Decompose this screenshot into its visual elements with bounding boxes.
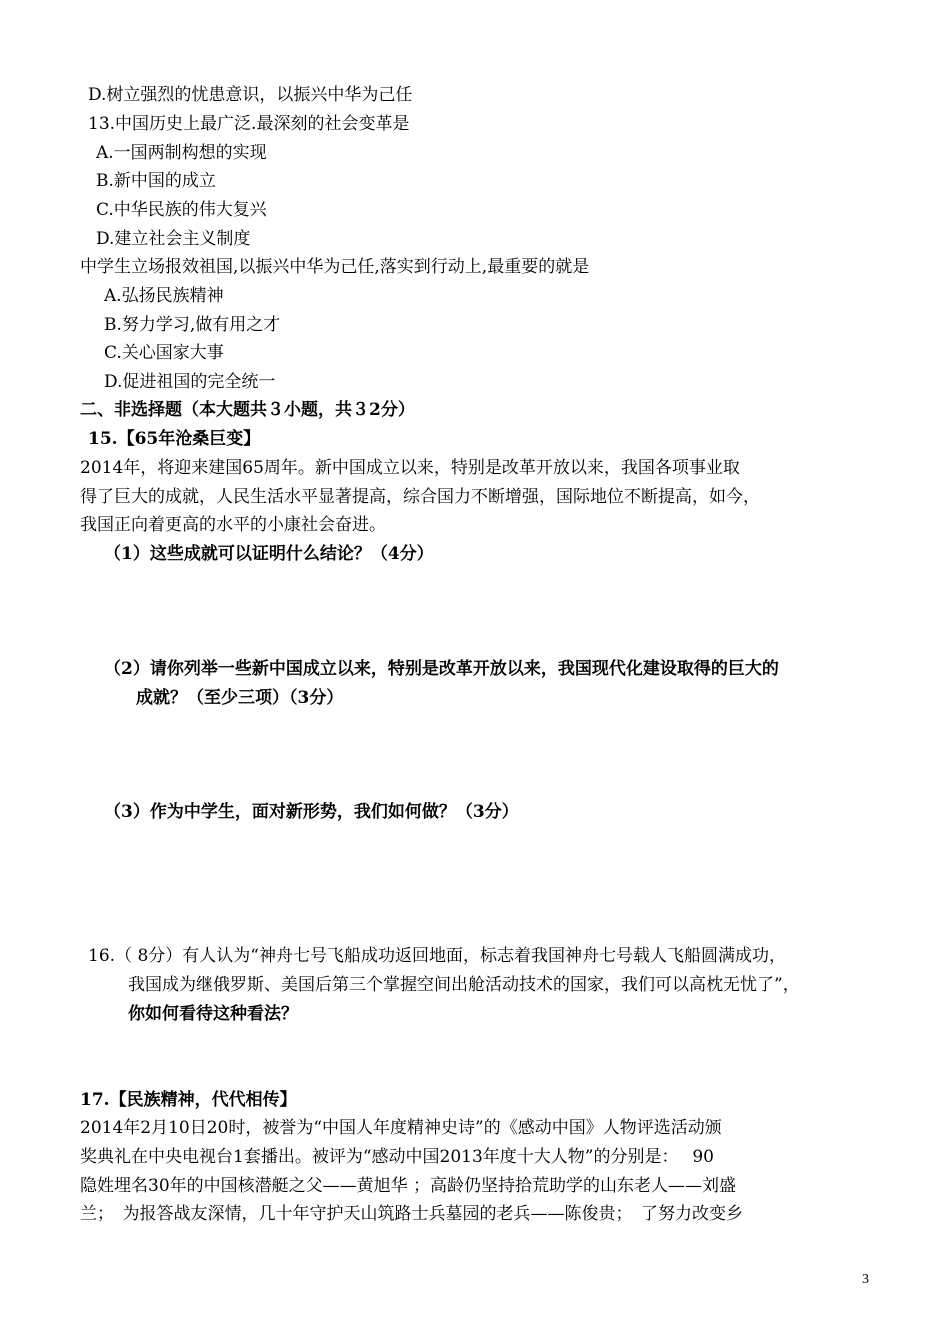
q15-title: 15.【65年沧桑巨变】 xyxy=(88,429,261,449)
q14-option-d: D.促进祖国的完全统一 xyxy=(104,372,276,392)
q17-passage-line: 2014年2月10日20时，被誉为“中国人年度精神史诗”的《感动中国》人物评选活动颁 xyxy=(80,1118,722,1138)
q13-stem: 13.中国历史上最广泛.最深刻的社会变革是 xyxy=(88,114,410,134)
q16-question: 你如何看待这种看法？ xyxy=(128,1004,298,1024)
section-heading: 二、非选择题（本大题共３小题，共３2分） xyxy=(80,400,415,420)
q15-passage-line: 2014年，将迎来建国65周年。新中国成立以来，特别是改革开放以来，我国各项事业取 xyxy=(80,458,740,478)
q13-option-b: B.新中国的成立 xyxy=(96,171,216,191)
q15-subquestion-1: （1）这些成就可以证明什么结论？（4分） xyxy=(104,544,434,564)
q17-passage-line: 奖典礼在中央电视台1套播出。被评为“感动中国2013年度十大人物”的分别是： 90 xyxy=(80,1147,714,1167)
q14-option-b: B.努力学习,做有用之才 xyxy=(104,315,281,335)
q14-option-c: C.关心国家大事 xyxy=(104,343,224,363)
q17-title: 17.【民族精神，代代相传】 xyxy=(80,1090,297,1110)
q13-option-d: D.建立社会主义制度 xyxy=(96,229,251,249)
q15-subquestion-3: （3）作为中学生，面对新形势，我们如何做？（3分） xyxy=(104,802,519,822)
page-number: 3 xyxy=(862,1272,869,1287)
q16-stem: 16.（ 8分）有人认为“神舟七号飞船成功返回地面，标志着我国神舟七号载人飞船圆满成功， xyxy=(88,946,786,966)
q12-option-d: D.树立强烈的忧患意识，以振兴中华为己任 xyxy=(88,85,413,105)
q15-passage-line: 我国正向着更高的水平的小康社会奋进。 xyxy=(80,515,386,535)
q15-subquestion-2-cont: 成就？（至少三项）（3分） xyxy=(136,688,344,708)
q17-passage-line: 兰； 为报答战友深情，几十年守护天山筑路士兵墓园的老兵——陈俊贵； 了努力改变乡 xyxy=(80,1204,743,1224)
q13-option-c: C.中华民族的伟大复兴 xyxy=(96,200,267,220)
q15-passage-line: 得了巨大的成就，人民生活水平显著提高，综合国力不断增强，国际地位不断提高，如今， xyxy=(80,487,760,507)
q16-stem-cont: 我国成为继俄罗斯、美国后第三个掌握空间出舱活动技术的国家，我们可以高枕无忧了”， xyxy=(128,975,800,995)
q13-option-a: A.一国两制构想的实现 xyxy=(96,143,267,163)
q14-option-a: A.弘扬民族精神 xyxy=(104,286,224,306)
q17-passage-line: 隐姓埋名30年的中国核潜艇之父——黄旭华 ；高龄仍坚持拾荒助学的山东老人——刘盛 xyxy=(80,1176,737,1196)
q14-stem: 中学生立场报效祖国,以振兴中华为己任,落实到行动上,最重要的就是 xyxy=(80,257,590,277)
q15-subquestion-2: （2）请你列举一些新中国成立以来，特别是改革开放以来，我国现代化建设取得的巨大的 xyxy=(104,659,779,679)
